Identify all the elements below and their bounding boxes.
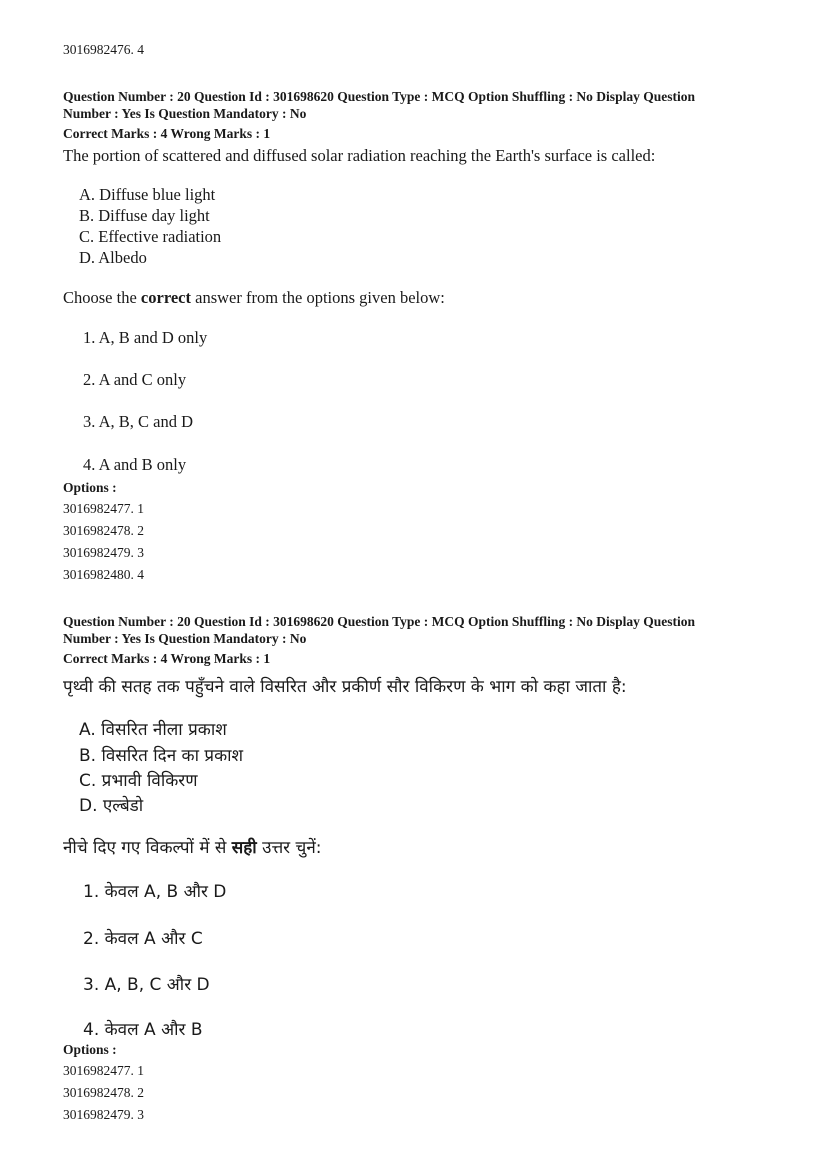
question-stem: पृथ्वी की सतह तक पहुँचने वाले विसरित और प्रकीर्ण सौर विकिरण के भाग को कहा जाता है:: [63, 677, 627, 697]
question-meta-line: Question Number : 20 Question Id : 301698620 Question Type : MCQ Option Shuffling : No Display Question: [63, 89, 695, 104]
option-id-line: 3016982477. 1: [63, 501, 144, 516]
marks-line: Correct Marks : 4 Wrong Marks : 1: [63, 126, 271, 141]
option-id-line: 3016982479. 3: [63, 1107, 144, 1122]
option-id-line: 3016982477. 1: [63, 1063, 144, 1078]
options-label: Options :: [63, 1042, 117, 1057]
statement-item: C. प्रभावी विकिरण: [79, 771, 198, 791]
statement-item: C. Effective radiation: [79, 227, 222, 246]
question-meta-line: Question Number : 20 Question Id : 301698620 Question Type : MCQ Option Shuffling : No Display Question: [63, 614, 695, 629]
option-id-line: 3016982478. 2: [63, 1085, 144, 1100]
question-stem: The portion of scattered and diffused solar radiation reaching the Earth's surface is called:: [63, 146, 656, 165]
option-id-line: 3016982479. 3: [63, 545, 144, 560]
option-id-line: 3016982478. 2: [63, 523, 144, 538]
answer-choice: 4. केवल A और B: [83, 1020, 203, 1040]
answer-choice: 1. केवल A, B और D: [83, 882, 227, 902]
question-meta-line: Number : Yes Is Question Mandatory : No: [63, 106, 307, 121]
marks-line: Correct Marks : 4 Wrong Marks : 1: [63, 651, 271, 666]
statement-item: B. Diffuse day light: [79, 206, 210, 225]
answer-choice: 2. केवल A और C: [83, 929, 203, 949]
choose-instruction: Choose the correct answer from the options given below:: [63, 288, 445, 307]
question-meta-line: Number : Yes Is Question Mandatory : No: [63, 631, 307, 646]
statement-item: B. विसरित दिन का प्रकाश: [79, 746, 244, 766]
answer-choice: 3. A, B, C and D: [83, 412, 194, 431]
answer-choice: 1. A, B and D only: [83, 328, 208, 347]
statement-item: A. Diffuse blue light: [79, 185, 216, 204]
statement-item: A. विसरित नीला प्रकाश: [79, 720, 227, 740]
option-id-line: 3016982480. 4: [63, 567, 144, 582]
answer-choice: 2. A and C only: [83, 370, 187, 389]
answer-choice: 4. A and B only: [83, 455, 187, 474]
options-label: Options :: [63, 480, 117, 495]
choose-instruction: नीचे दिए गए विकल्पों में से सही उत्तर चुनें:: [63, 838, 322, 858]
statement-item: D. Albedo: [79, 248, 147, 267]
option-id-line: 3016982476. 4: [63, 42, 144, 57]
statement-item: D. एल्बेडो: [79, 796, 144, 816]
answer-choice: 3. A, B, C और D: [83, 975, 210, 995]
